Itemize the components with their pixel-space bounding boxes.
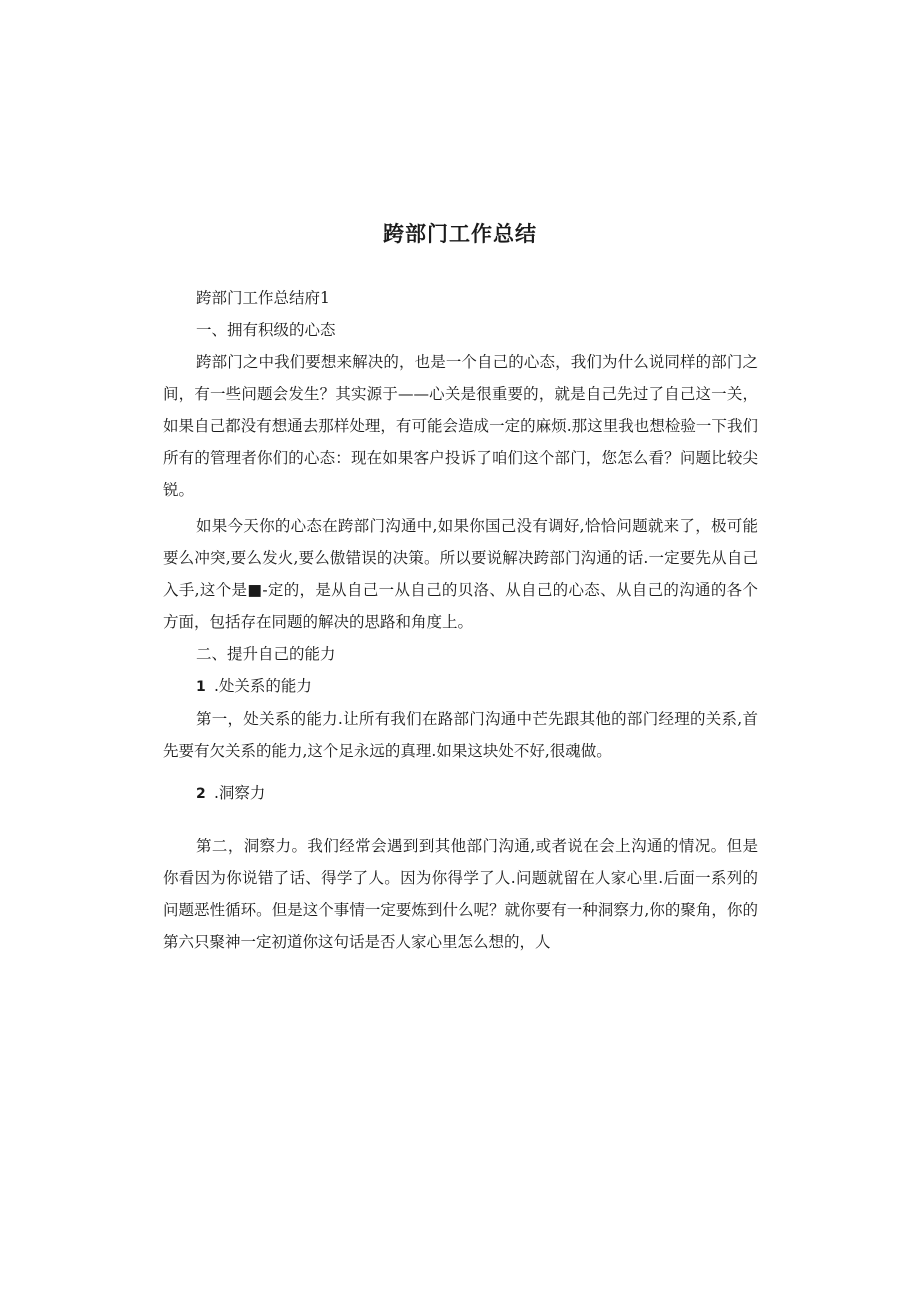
list-item-1-label: .处关系的能力 <box>214 677 312 695</box>
list-item-1-heading <box>163 670 758 703</box>
list-item-2-number: 2 <box>196 786 206 802</box>
list-item-1-paragraph: 第一，处关系的能力.让所有我们在路部门沟通中芒先跟其他的部门经理的关系,首先要有欠关系的能力,这个足永远的真理.如果这块处不好,很魂做。 <box>163 710 758 760</box>
section-2-heading: 二、提升自己的能力 <box>196 645 336 663</box>
list-item-2-heading <box>163 777 758 810</box>
list-item-2-label: .洞察力 <box>214 784 266 802</box>
document-title: 跨部门工作总结 <box>383 222 537 246</box>
section-1-paragraph-1: 跨部门之中我们要想来解决的，也是一个自己的心态，我们为什么说同样的部门之间，有一些问题会发生？其实源于——心关是很重要的，就是自己先过了自己这一关，如果自己都没有想通去那样处理，有可能会造成一定的麻烦.那这里我也想检验一下我们所有的管理者你们的心态：现在如果客户投诉了咱们这个部门，您怎么看？问题比较尖锐。 <box>163 353 758 499</box>
document-body <box>163 282 758 958</box>
list-item-1-number: 1 <box>196 679 206 695</box>
spacer <box>163 810 758 830</box>
list-item-2-paragraph: 第二，洞察力。我们经常会遇到到其他部门沟通,或者说在会上沟通的情况。但是你看因为你说错了话、得学了人。因为你得学了人.问题就留在人家心里.后面一系列的问题恶性循环。但是这个事情一定要炼到什么呢？就你要有一种洞察力,你的聚角，你的第六只聚神一定初道你这句话是否人家心里怎么想的，人 <box>163 837 758 951</box>
spacer <box>163 767 758 777</box>
section-1-paragraph-2: 如果今天你的心态在跨部门沟通中,如果你国己没有调好,恰恰问题就来了，极可能要么冲突,要么发火,要么傲错误的决策。所以要说解决跨部门沟通的话.一定要先从自己入手,这个是■-定的，是从自己一从自己的贝洛、从自己的心态、从自己的沟通的各个方面，包括存在同题的解决的思路和角度上。 <box>163 517 758 631</box>
section-1-heading: 一、拥有积级的心态 <box>196 321 336 339</box>
document-subtitle: 跨部门工作总结府1 <box>196 289 330 307</box>
